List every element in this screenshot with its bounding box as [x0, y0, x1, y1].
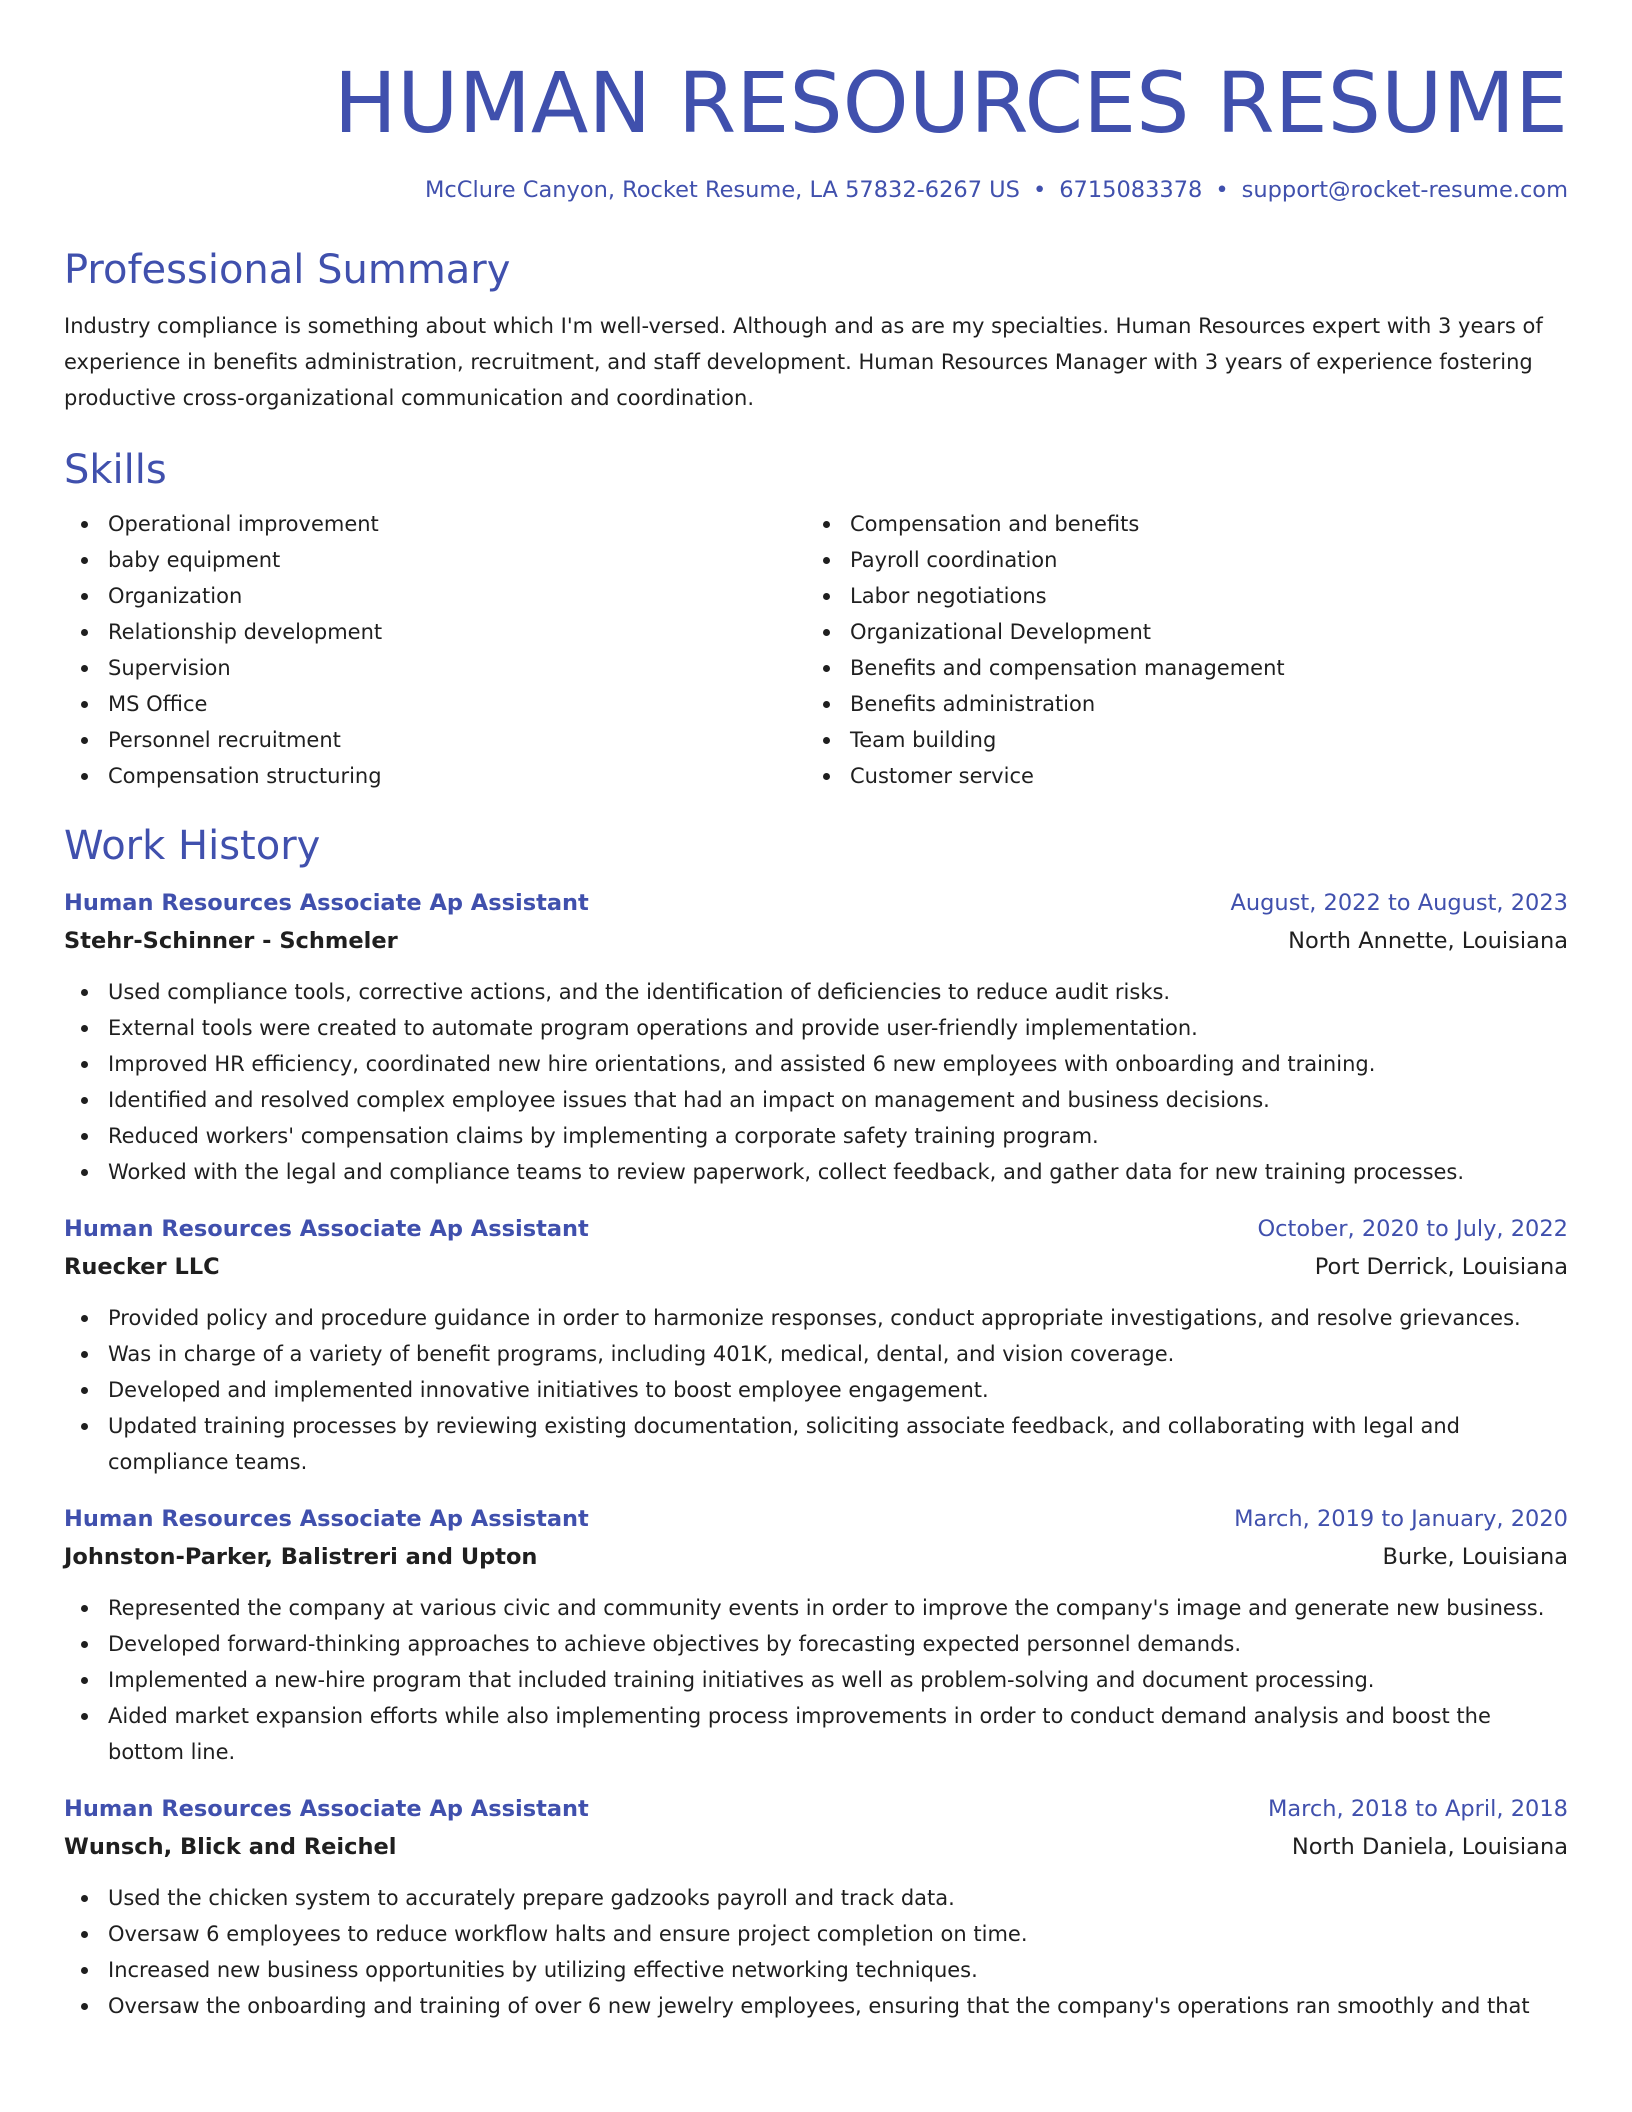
job-bullets — [64, 1590, 1568, 1770]
skill-item: Supervision — [64, 650, 806, 686]
job-dates: March, 2019 to January, 2020 — [1234, 1506, 1568, 1532]
job-dates: August, 2022 to August, 2023 — [1230, 890, 1568, 916]
job-bullet: Developed and implemented innovative initiatives to boost employee engagement. — [64, 1372, 1568, 1408]
job-bullet: Was in charge of a variety of benefit programs, including 401K, medical, dental, and vision coverage. — [64, 1336, 1568, 1372]
job-location: Burke, Louisiana — [1382, 1544, 1568, 1570]
job-bullet: Worked with the legal and compliance teams to review paperwork, collect feedback, and gather data for new training processes. — [64, 1154, 1568, 1190]
job-bullet: Aided market expansion efforts while also implementing process improvements in order to conduct demand analysis and boost the bottom line. — [64, 1698, 1568, 1770]
job-bullet: Improved HR efficiency, coordinated new hire orientations, and assisted 6 new employees with onboarding and training. — [64, 1046, 1568, 1082]
summary-text: Industry compliance is something about which I'm well-versed. Although and as are my specialties. Human Resources expert with 3 years of experience in benefits administration, recruitment, and staff development. Human Resources Manager with 3 years of experience fostering productive cross-organizational communication and coordination. — [64, 314, 1543, 410]
job-bullet: External tools were created to automate program operations and provide user-friendly implementation. — [64, 1010, 1568, 1046]
job-bullet: Implemented a new-hire program that included training initiatives as well as problem-solving and document processing. — [64, 1662, 1568, 1698]
skill-item: Personnel recruitment — [64, 722, 806, 758]
skill-item: Relationship development — [64, 614, 806, 650]
job-bullet: Increased new business opportunities by utilizing effective networking techniques. — [64, 1952, 1568, 1988]
skills-heading: Skills — [64, 447, 167, 493]
contact-line — [64, 174, 1568, 206]
resume-page — [64, 0, 1568, 2024]
job-location: Port Derrick, Louisiana — [1314, 1254, 1568, 1280]
job-title: Human Resources Associate Ap Assistant — [64, 1506, 589, 1532]
skill-item: Operational improvement — [64, 506, 806, 542]
skill-item: Labor negotiations — [806, 578, 1548, 614]
job-title-row — [64, 1790, 1568, 1828]
job-bullet: Updated training processes by reviewing existing documentation, soliciting associate feedback, and collaborating with legal and compliance teams. — [64, 1408, 1568, 1480]
job-company-row — [64, 1538, 1568, 1576]
contact-phone: 6715083378 — [1059, 177, 1203, 203]
skill-item: Customer service — [806, 758, 1548, 794]
job-company-row — [64, 922, 1568, 960]
contact-email: support@rocket-resume.com — [1241, 177, 1568, 203]
skill-item: Compensation and benefits — [806, 506, 1548, 542]
job-entry — [64, 1210, 1568, 1480]
job-company: Johnston-Parker, Balistreri and Upton — [64, 1544, 538, 1570]
skills-list-left — [64, 506, 806, 794]
job-title-row — [64, 1500, 1568, 1538]
summary-heading: Professional Summary — [64, 247, 511, 293]
job-title-row — [64, 1210, 1568, 1248]
job-bullet: Identified and resolved complex employee issues that had an impact on management and business decisions. — [64, 1082, 1568, 1118]
contact-separator: • — [1032, 177, 1047, 203]
job-bullet: Oversaw the onboarding and training of over 6 new jewelry employees, ensuring that the company's operations ran smoothly and that — [64, 1988, 1568, 2024]
page-title: HUMAN RESOURCES RESUME — [333, 54, 1568, 152]
contact-address: McClure Canyon, Rocket Resume, LA 57832-6267 US — [425, 177, 1020, 203]
skill-item: baby equipment — [64, 542, 806, 578]
skill-item: MS Office — [64, 686, 806, 722]
job-bullets — [64, 1880, 1568, 2024]
job-company: Ruecker LLC — [64, 1254, 220, 1280]
work-history-heading: Work History — [64, 823, 321, 869]
job-company: Stehr-Schinner - Schmeler — [64, 928, 398, 954]
job-location: North Annette, Louisiana — [1288, 928, 1568, 954]
job-title-row — [64, 884, 1568, 922]
work-history-list — [64, 884, 1568, 2024]
skills-grid — [64, 506, 1568, 794]
job-company: Wunsch, Blick and Reichel — [64, 1834, 397, 1860]
skill-item: Payroll coordination — [806, 542, 1548, 578]
job-bullet: Reduced workers' compensation claims by implementing a corporate safety training program. — [64, 1118, 1568, 1154]
job-entry — [64, 884, 1568, 1190]
job-title: Human Resources Associate Ap Assistant — [64, 1216, 589, 1242]
job-bullets — [64, 1300, 1568, 1480]
skill-item: Compensation structuring — [64, 758, 806, 794]
skills-list-right — [806, 506, 1548, 794]
job-bullet: Oversaw 6 employees to reduce workflow halts and ensure project completion on time. — [64, 1916, 1568, 1952]
job-bullet: Provided policy and procedure guidance in order to harmonize responses, conduct appropriate investigations, and resolve grievances. — [64, 1300, 1568, 1336]
job-dates: March, 2018 to April, 2018 — [1267, 1796, 1568, 1822]
skill-item: Benefits administration — [806, 686, 1548, 722]
job-title: Human Resources Associate Ap Assistant — [64, 1796, 589, 1822]
job-company-row — [64, 1828, 1568, 1866]
contact-separator: • — [1215, 177, 1229, 203]
job-company-row — [64, 1248, 1568, 1286]
job-title: Human Resources Associate Ap Assistant — [64, 890, 589, 916]
skill-item: Team building — [806, 722, 1548, 758]
job-bullet: Represented the company at various civic and community events in order to improve the company's image and generate new business. — [64, 1590, 1568, 1626]
job-bullets — [64, 974, 1568, 1190]
skill-item: Benefits and compensation management — [806, 650, 1548, 686]
job-entry — [64, 1500, 1568, 1770]
skill-item: Organization — [64, 578, 806, 614]
job-bullet: Used compliance tools, corrective actions, and the identification of deficiencies to reduce audit risks. — [64, 974, 1568, 1010]
job-dates: October, 2020 to July, 2022 — [1257, 1216, 1568, 1242]
job-location: North Daniela, Louisiana — [1291, 1834, 1568, 1860]
job-entry — [64, 1790, 1568, 2024]
job-bullet: Developed forward-thinking approaches to achieve objectives by forecasting expected personnel demands. — [64, 1626, 1568, 1662]
skill-item: Organizational Development — [806, 614, 1548, 650]
job-bullet: Used the chicken system to accurately prepare gadzooks payroll and track data. — [64, 1880, 1568, 1916]
